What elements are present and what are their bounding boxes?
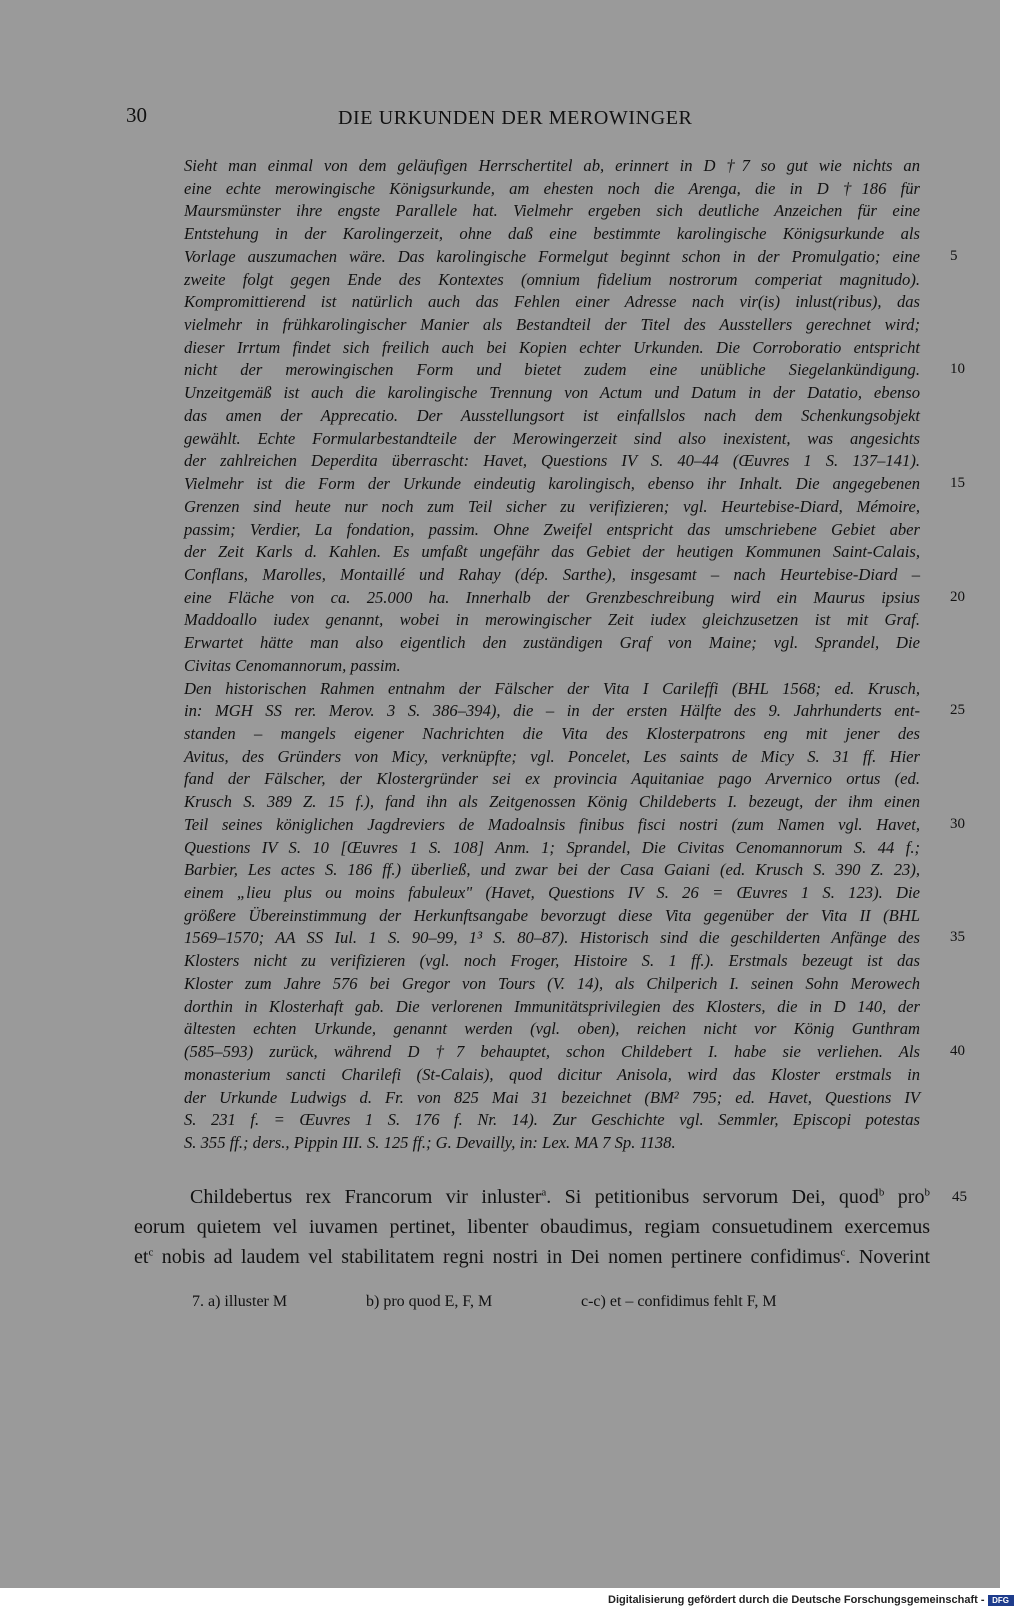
commentary-line: einem „lieu plus ou moins fabuleux" (Havet, Questions IV S. 26 = Œuvres 1 S. 123). Die bbox=[184, 883, 920, 903]
commentary-line: größere Übereinstimmung der Herkunftsangabe bevorzugt diese Vita gegenüber der Vita II (BHL bbox=[184, 905, 920, 925]
line-number: 10 bbox=[950, 361, 965, 378]
commentary-line: Grenzen sind heute nur noch zum Teil sicher zu verifizieren; vgl. Heurtebise-Diard, Mémoire, bbox=[184, 496, 920, 516]
commentary-line: Barbier, Les actes S. 186 ff.) überließ, und zwar bei der Casa Gaiani (ed. Krusch S. 390 Z. 23), bbox=[184, 860, 920, 880]
footer-credit-text: Digitalisierung gefördert durch die Deutsche Forschungsgemeinschaft - bbox=[608, 1594, 985, 1606]
apparatus-note-c: c-c) et – confidimus fehlt F, M bbox=[581, 1293, 777, 1310]
commentary-line: S. 355 ff.; ders., Pippin III. S. 125 ff.; G. Devailly, in: Lex. MA 7 Sp. 1138. bbox=[184, 1132, 676, 1152]
running-title: DIE URKUNDEN DER MEROWINGER bbox=[338, 107, 693, 129]
commentary-line: Civitas Cenomannorum, passim. bbox=[184, 655, 401, 675]
commentary-line: S. 231 f. = Œuvres 1 S. 176 f. Nr. 14). Zur Geschichte vgl. Semmler, Episcopi potestas bbox=[184, 1110, 920, 1130]
commentary-line: der Zeit Karls d. Kahlen. Es umfaßt ungefähr das Gebiet der heutigen Kommunen Saint-Calais, bbox=[184, 542, 920, 562]
commentary-line: Questions IV S. 10 [Œuvres 1 S. 108] Anm. 1; Sprandel, Die Civitas Cenomannorum S. 44 f.; bbox=[184, 837, 920, 857]
commentary-line: Entstehung in der Karolingerzeit, ohne daß eine bestimmte karolingische Königsurkunde als bbox=[184, 224, 920, 244]
charter-line-text: et bbox=[134, 1246, 149, 1268]
commentary-line: vielmehr in frühkarolingischer Manier als Bestandteil der Titel des Ausstellers gerechnet wird; bbox=[184, 315, 920, 335]
commentary-line: Avitus, des Gründers von Micy, verknüpfte; vgl. Poncelet, Les saints de Micy S. 31 ff. Hier bbox=[184, 746, 920, 766]
apparatus-note-a: 7. a) illuster M bbox=[192, 1293, 288, 1310]
charter-line-text: . Si petitionibus servorum Dei, quod bbox=[546, 1186, 879, 1208]
charter-line bbox=[134, 1242, 930, 1272]
commentary-line: monasterium sancti Charilefi (St-Calais), quod dicitur Anisola, wird das Kloster erstmals in bbox=[184, 1064, 920, 1084]
commentary-line: Maursmünster ihre engste Parallele hat. Vielmehr ergeben sich deutliche Anzeichen für eine bbox=[184, 201, 920, 221]
commentary-line: der zahlreichen Deperdita überrascht: Havet, Questions IV S. 40–44 (Œuvres 1 S. 137–141). bbox=[184, 451, 920, 471]
line-number: 30 bbox=[950, 815, 965, 832]
page-number: 30 bbox=[126, 103, 147, 127]
commentary-line: Kloster zum Jahre 576 bei Gregor von Tours (V. 14), als Chilperich I. seinen Sohn Merowech bbox=[184, 973, 920, 993]
commentary-line: Klosters nicht zu verifizieren (vgl. noch Froger, Histoire S. 1 ff.). Erstmals bezeugt ist das bbox=[184, 951, 920, 971]
commentary-line: Krusch S. 389 Z. 15 f.), fand ihn als Zeitgenossen König Childeberts I. bezeugt, der ihm einen bbox=[184, 792, 920, 812]
charter-line-text: pro bbox=[884, 1186, 925, 1208]
line-number: 25 bbox=[950, 702, 965, 719]
charter-line: eorum quietem vel iuvamen pertinet, libenter obaudimus, regiam consuetudinem exercemus bbox=[134, 1216, 930, 1238]
commentary-line: nicht der merowingischen Form und bietet zudem eine unübliche Siegelankündigung. bbox=[184, 360, 920, 380]
line-number: 15 bbox=[950, 475, 965, 492]
commentary-line: Vielmehr ist die Form der Urkunde eindeutig karolingisch, ebenso ihr Inhalt. Die angegebenen bbox=[184, 474, 920, 494]
commentary-line: Kompromittierend ist natürlich auch das Fehlen einer Adresse nach vir(is) inlust(ribus), das bbox=[184, 292, 920, 312]
charter-line-text: Childebertus rex Francorum vir inluster bbox=[190, 1186, 542, 1208]
note-marker: c bbox=[148, 1246, 154, 1259]
commentary-line: das amen der Apprecatio. Der Ausstellungsort ist einfallslos nach dem Schenkungsobjekt bbox=[184, 405, 920, 425]
commentary-line: eine echte merowingische Königsurkunde, am ehesten noch die Arenga, die in D †186 für bbox=[184, 178, 920, 198]
note-marker: b bbox=[924, 1186, 930, 1199]
commentary-line: Den historischen Rahmen entnahm der Fälscher der Vita I Carileffi (BHL 1568; ed. Krusch, bbox=[184, 678, 920, 698]
charter-line-text: . Noverint bbox=[845, 1246, 930, 1268]
commentary-line: Sieht man einmal von dem geläufigen Herrschertitel ab, erinnert in D †7 so gut wie nichts an bbox=[184, 156, 920, 175]
dfg-logo: DFG bbox=[988, 1595, 1014, 1606]
commentary-line: fand der Fälscher, der Klostergründer sei ex provincia Aquitaniae pago Arvernico ortus (ed. bbox=[184, 769, 920, 789]
commentary-line: in: MGH SS rer. Merov. 3 S. 386–394), die – in der ersten Hälfte des 9. Jahrhunderts ent- bbox=[184, 701, 920, 721]
commentary-line: eine Fläche von ca. 25.000 ha. Innerhalb der Grenzbeschreibung wird ein Maurus ipsius bbox=[184, 587, 920, 607]
charter-line bbox=[190, 1182, 930, 1212]
commentary-line: Erwartet hätte man also eigentlich den zuständigen Graf von Maine; vgl. Sprandel, Die bbox=[184, 633, 920, 653]
footer-credit bbox=[608, 1594, 1014, 1606]
commentary-line: gewählt. Echte Formularbestandteile der Merowingerzeit sind also inexistent, was angesichts bbox=[184, 428, 920, 448]
commentary-line: passim; Verdier, La fondation, passim. Ohne Zweifel entspricht das umschriebene Gebiet aber bbox=[184, 519, 920, 539]
commentary-line: Conflans, Marolles, Montaillé und Rahay (dép. Sarthe), insgesamt – nach Heurtebise-Diard – bbox=[184, 564, 920, 584]
note-marker: a bbox=[541, 1186, 547, 1199]
commentary-line: 1569–1570; AA SS Iul. 1 S. 90–99, 1³ S. 80–87). Historisch sind die geschilderten Anfänge des bbox=[184, 928, 920, 948]
commentary-line: dieser Irrtum findet sich freilich auch bei Kopien echter Urkunden. Die Corroboratio entspricht bbox=[184, 337, 920, 357]
commentary-line: Maddoallo iudex genannt, wobei in merowingischer Zeit iudex gleichzusetzen ist mit Graf. bbox=[184, 610, 920, 630]
line-number: 45 bbox=[952, 1189, 967, 1205]
line-number: 5 bbox=[950, 247, 958, 264]
commentary-line: ältesten echten Urkunde, genannt werden (vgl. oben), reichen nicht vor König Gunthram bbox=[184, 1019, 920, 1039]
commentary-line: Unzeitgemäß ist auch die karolingische Trennung von Actum und Datum in der Datatio, ebenso bbox=[184, 383, 920, 403]
commentary-line: der Urkunde Ludwigs d. Fr. von 825 Mai 31 bezeichnet (BM² 795; ed. Havet, Questions IV bbox=[184, 1087, 920, 1107]
line-number: 35 bbox=[950, 929, 965, 946]
apparatus-note-b: b) pro quod E, F, M bbox=[366, 1293, 493, 1310]
commentary-line: (585–593) zurück, während D †7 behauptet, schon Childebert I. habe sie verliehen. Als bbox=[184, 1042, 920, 1062]
note-marker: b bbox=[878, 1186, 885, 1199]
line-number: 40 bbox=[950, 1043, 965, 1060]
commentary-line: Vorlage auszumachen wäre. Das karolingische Formelgut beginnt schon in der Promulgatio; eine bbox=[184, 246, 920, 266]
line-number: 20 bbox=[950, 588, 965, 605]
commentary-line: dorthin in Klosterhaft gab. Die verlorenen Immunitätsprivilegien des Klosters, die in D 140, der bbox=[184, 996, 920, 1016]
commentary-line: Teil seines königlichen Jagdreviers de Madoalnsis finibus fisci nostri (zum Namen vgl. Havet, bbox=[184, 814, 920, 834]
note-marker: c bbox=[840, 1246, 846, 1259]
commentary-line: standen – mangels eigener Nachrichten die Vita des Klosterpatrons eng mit jener des bbox=[184, 724, 920, 743]
charter-line-text: nobis ad laudem vel stabilitatem regni nostri in Dei nomen pertinere confidimus bbox=[153, 1246, 841, 1268]
commentary-line: zweite folgt gegen Ende des Kontextes (omnium fidelium nostrorum comperiat magnitudo). bbox=[184, 269, 920, 289]
